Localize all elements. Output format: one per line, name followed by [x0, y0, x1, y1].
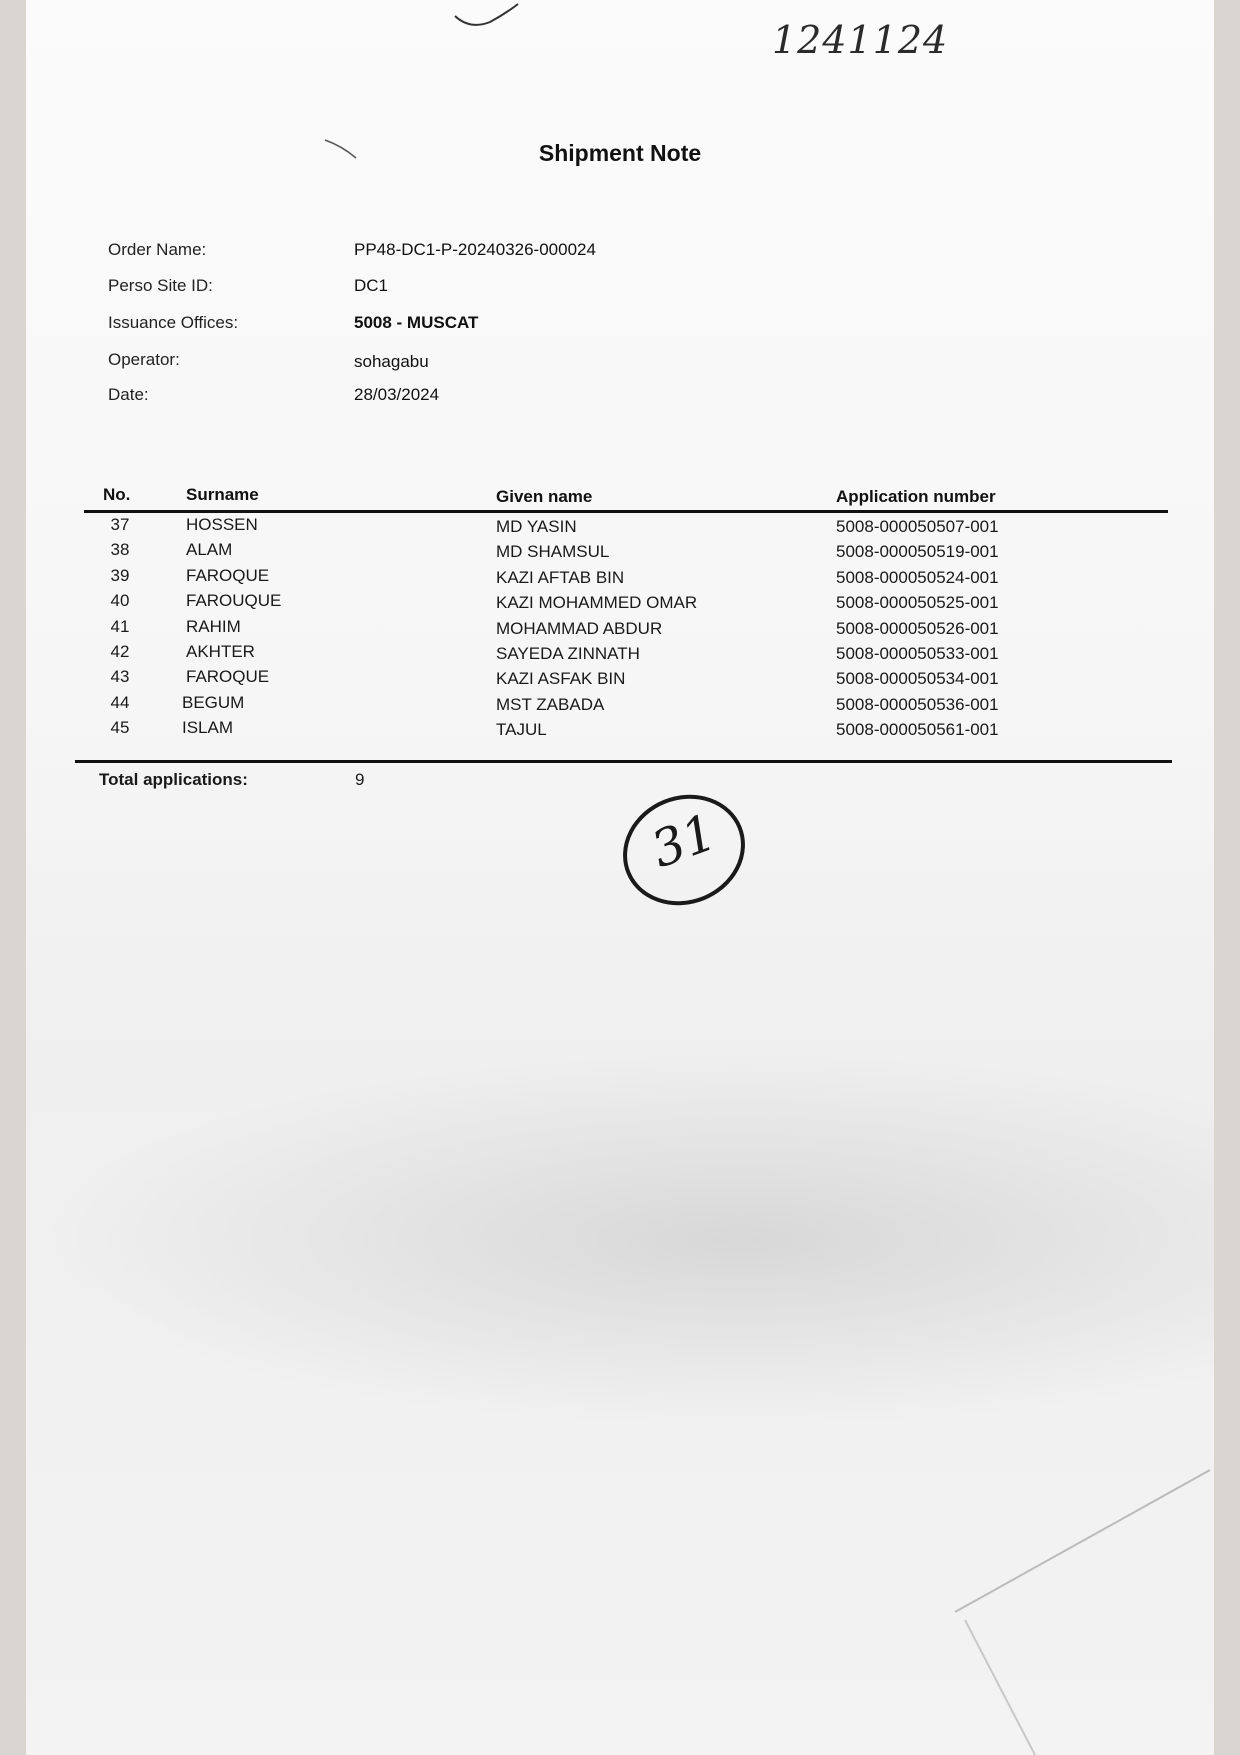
cell-surname: RAHIM — [186, 616, 241, 636]
total-applications-label: Total applications: — [99, 770, 248, 789]
cell-surname: FAROQUE — [186, 667, 270, 687]
cell-given-name: MST ZABADA — [496, 694, 605, 714]
cell-surname: ISLAM — [182, 718, 234, 738]
field-value: PP48-DC1-P-20240326-000024 — [354, 240, 596, 259]
cell-given-name: SAYEDA ZINNATH — [496, 644, 640, 663]
cell-no: 39 — [110, 565, 130, 585]
cell-given-name: MD SHAMSUL — [496, 542, 610, 562]
cell-no: 40 — [110, 591, 130, 611]
cell-given-name: MOHAMMAD ABDUR — [496, 618, 663, 638]
cell-application-number: 5008-000050524-001 — [836, 567, 999, 587]
field-label: Date: — [108, 385, 149, 404]
cell-no: 44 — [110, 692, 130, 712]
cell-no: 41 — [110, 616, 130, 636]
cell-given-name: KAZI ASFAK BIN — [496, 669, 626, 689]
cell-no: 38 — [110, 540, 130, 560]
field-value: sohagabu — [354, 352, 429, 371]
cell-application-number: 5008-000050525-001 — [836, 593, 999, 613]
cell-no: 45 — [110, 718, 130, 738]
field-label: Issuance Offices: — [108, 313, 239, 332]
cell-application-number: 5008-000050536-001 — [836, 694, 999, 714]
field-value: DC1 — [354, 276, 389, 295]
handwritten-reference: 1241124 — [772, 18, 949, 62]
cell-application-number: 5008-000050534-001 — [836, 669, 999, 689]
cell-given-name: KAZI MOHAMMED OMAR — [496, 593, 698, 613]
field-label: Perso Site ID: — [108, 276, 213, 295]
header-application-number: Application number — [836, 487, 996, 506]
cell-application-number: 5008-000050507-001 — [836, 517, 999, 536]
field-label: Order Name: — [108, 240, 207, 259]
field-value: 5008 - MUSCAT — [354, 313, 479, 332]
header-no: No. — [103, 485, 131, 504]
cell-application-number: 5008-000050533-001 — [836, 644, 999, 663]
cell-given-name: TAJUL — [496, 720, 547, 740]
cell-surname: FAROQUE — [186, 565, 270, 585]
circled-number: 31 — [643, 802, 724, 880]
cell-no: 42 — [110, 642, 130, 661]
cell-no: 37 — [110, 515, 130, 534]
total-applications-value: 9 — [355, 770, 365, 789]
cell-given-name: MD YASIN — [496, 517, 577, 536]
cell-surname: ALAM — [186, 540, 233, 560]
cell-no: 43 — [110, 667, 130, 687]
cell-given-name: KAZI AFTAB BIN — [496, 567, 625, 587]
cell-application-number: 5008-000050526-001 — [836, 618, 999, 638]
cell-surname: FAROUQUE — [186, 591, 282, 611]
field-label: Operator: — [108, 350, 180, 369]
field-value: 28/03/2024 — [354, 385, 440, 404]
cell-application-number: 5008-000050519-001 — [836, 542, 999, 562]
cell-surname: HOSSEN — [186, 515, 258, 534]
header-given-name: Given name — [496, 487, 593, 506]
cell-application-number: 5008-000050561-001 — [836, 720, 999, 740]
header-surname: Surname — [186, 485, 259, 504]
cell-surname: BEGUM — [182, 692, 245, 712]
document-title: Shipment Note — [538, 140, 702, 166]
cell-surname: AKHTER — [186, 642, 255, 661]
